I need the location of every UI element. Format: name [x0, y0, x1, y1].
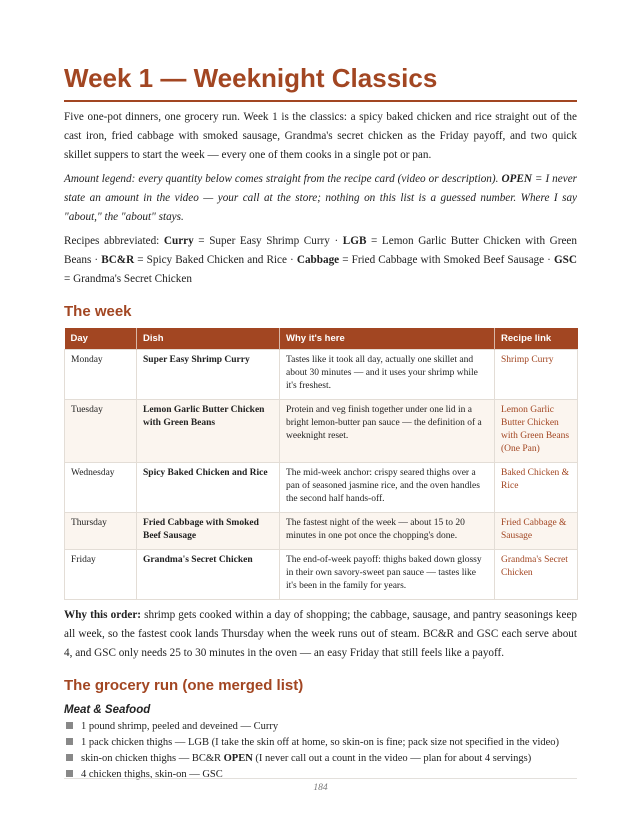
page-number: 184	[313, 783, 328, 793]
page-footer	[64, 778, 577, 793]
week-table	[64, 328, 578, 600]
table-row	[65, 513, 578, 550]
abbr-term: Curry	[163, 235, 194, 247]
abbr-term: Cabbage	[296, 254, 340, 266]
column-header-why: Why it's here	[280, 328, 495, 350]
column-header-link: Recipe link	[495, 328, 578, 350]
day-cell: Friday	[65, 550, 137, 600]
abbr-term: LGB	[342, 235, 367, 247]
table-row	[65, 400, 578, 463]
square-bullet-icon	[66, 770, 73, 777]
item-text: 4 chicken thighs, skin-on — GSC	[81, 769, 223, 780]
day-cell: Monday	[65, 350, 137, 400]
square-bullet-icon	[66, 738, 73, 745]
column-header-day: Day	[65, 328, 137, 350]
item-open-term: OPEN	[223, 753, 253, 764]
abbr-term: BC&R	[101, 254, 135, 266]
item-text: skin-on chicken thighs — BC&R	[81, 753, 224, 764]
table-row	[65, 463, 578, 513]
abbr-name: = Fried Cabbage with Smoked Beef Sausage ·	[339, 254, 554, 266]
abbreviations-paragraph	[64, 232, 577, 289]
legend-text-after: = I never state an amount in the video — your call at the store; nothing on this list is a guessed number. Where I say "about," the "about" stays.	[64, 173, 578, 223]
abbreviations-prefix: Recipes abbreviated:	[64, 235, 164, 247]
intro-paragraph: Five one-pot dinners, one grocery run. Week 1 is the classics: a spicy baked chicken and rice straight out of the cast iron, fried cabbage with smoked sausage, Grandma's secret chicken as the Friday payoff, and two quick skillet suppers to start the week — every one of them cooks in a single pot or pan.	[64, 111, 577, 161]
list-item	[64, 751, 577, 767]
abbr-name: = Spicy Baked Chicken and Rice ·	[134, 254, 297, 266]
why-cell: Tastes like it took all day, actually one skillet and about 30 minutes — and it uses your shrimp while it's freshest.	[280, 350, 495, 400]
abbr-name: = Grandma's Secret Chicken	[64, 273, 192, 285]
recipe-link[interactable]: Lemon Garlic Butter Chicken with Green Beans (One Pan)	[495, 400, 578, 463]
abbr-name: = Lemon Garlic Butter Chicken with Green Beans ·	[64, 235, 577, 266]
dish-cell: Super Easy Shrimp Curry	[137, 350, 280, 400]
item-text: 1 pack chicken thighs — LGB (I take the skin off at home, so skin-on is fine; pack size not specified in the video)	[81, 737, 560, 748]
why-cell: The mid-week anchor: crispy seared thighs over a pan of seasoned jasmine rice, and the oven handles the second half hands-off.	[280, 463, 495, 513]
table-header-row	[65, 328, 578, 350]
recipe-link[interactable]: Grandma's Secret Chicken	[495, 550, 578, 600]
why-cell: Protein and veg finish together under one lid in a bright lemon-butter pan sauce — the definition of a weeknight reset.	[280, 400, 495, 463]
why-cell: The end-of-week payoff: thighs baked down glossy in their own savory-sweet pan sauce — tastes like it's been in the family for years.	[280, 550, 495, 600]
day-cell: Tuesday	[65, 400, 137, 463]
abbr-term: GSC	[553, 254, 577, 266]
dish-cell: Fried Cabbage with Smoked Beef Sausage	[137, 513, 280, 550]
why-order-text: shrimp gets cooked within a day of shopping; the cabbage, sausage, and pantry seasonings keep all week, so the fastest cook lands Thursday when the week runs out of steam. BC&R and GSC each serve about 4, and GSC only needs 25 to 30 minutes in the oven — an easy Friday that still feels like a payoff.	[64, 609, 578, 659]
day-cell: Thursday	[65, 513, 137, 550]
legend-open-term: OPEN	[501, 173, 532, 185]
recipe-link[interactable]: Baked Chicken & Rice	[495, 463, 578, 513]
why-order-label: Why this order:	[64, 609, 142, 621]
item-text-after: (I never call out a count in the video — plan for about 4 servings)	[252, 753, 532, 764]
legend-text: Amount legend: every quantity below comes straight from the recipe card (video or description).	[64, 173, 502, 185]
why-cell: The fastest night of the week — about 15 to 20 minutes in one pot once the chopping's done.	[280, 513, 495, 550]
table-row	[65, 550, 578, 600]
dish-cell: Spicy Baked Chicken and Rice	[137, 463, 280, 513]
amount-legend	[64, 170, 577, 227]
grocery-category: Meat & Seafood	[64, 704, 151, 716]
recipe-link[interactable]: Fried Cabbage & Sausage	[495, 513, 578, 550]
page-title: Week 1 — Weeknight Classics	[64, 62, 577, 102]
dish-cell: Lemon Garlic Butter Chicken with Green Beans	[137, 400, 280, 463]
column-header-dish: Dish	[137, 328, 280, 350]
square-bullet-icon	[66, 722, 73, 729]
abbr-name: = Super Easy Shrimp Curry ·	[193, 235, 343, 247]
grocery-list	[64, 719, 577, 783]
document-page	[64, 62, 577, 783]
grocery-heading: The grocery run (one merged list)	[64, 677, 304, 694]
why-order-paragraph	[64, 606, 577, 663]
recipe-link[interactable]: Shrimp Curry	[495, 350, 578, 400]
list-item	[64, 719, 577, 735]
day-cell: Wednesday	[65, 463, 137, 513]
square-bullet-icon	[66, 754, 73, 761]
item-text: 1 pound shrimp, peeled and deveined — Curry	[81, 721, 279, 732]
list-item	[64, 735, 577, 751]
week-heading: The week	[64, 303, 132, 320]
dish-cell: Grandma's Secret Chicken	[137, 550, 280, 600]
table-row	[65, 350, 578, 400]
